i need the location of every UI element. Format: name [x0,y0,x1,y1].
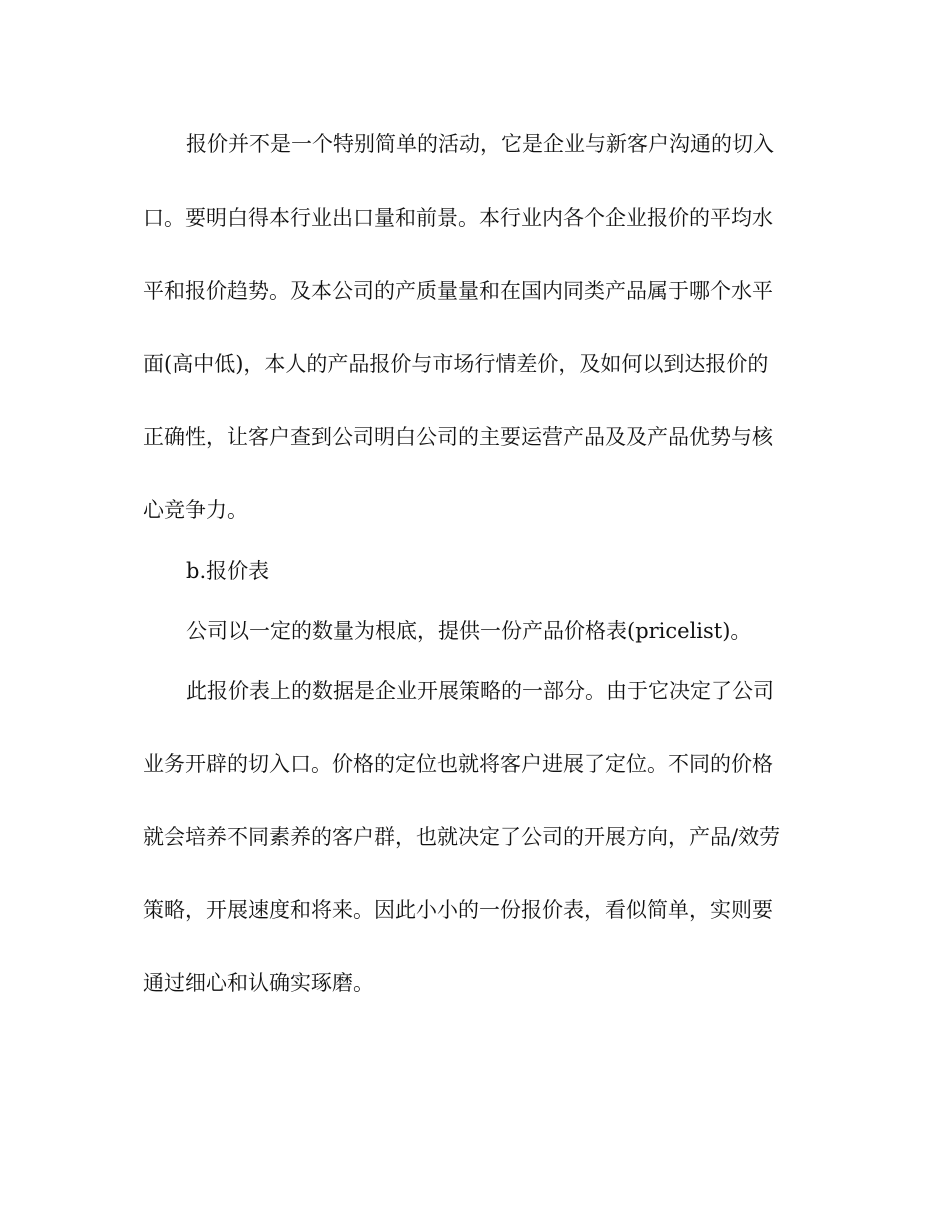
paragraph-1-line-3: 平和报价趋势。及本公司的产质量量和在国内同类产品属于哪个水平 [143,279,773,303]
paragraph-1-line-6: 心竞争力。 [143,498,248,522]
paragraph-1-line-4: 面(高中低)，本人的产品报价与市场行情差价，及如何以到达报价的 [143,352,769,376]
paragraph-3-line-4: 策略，开展速度和将来。因此小小的一份报价表，看似简单，实则要 [143,898,773,922]
paragraph-3-line-3: 就会培养不同素养的客户群，也就决定了公司的开展方向，产品/效劳 [143,825,781,849]
paragraph-1-line-1: 报价并不是一个特别简单的活动，它是企业与新客户沟通的切入 [186,132,774,156]
paragraph-1-line-2: 口。要明白得本行业出口量和前景。本行业内各个企业报价的平均水 [143,206,773,230]
paragraph-3-line-1: 此报价表上的数据是企业开展策略的一部分。由于它决定了公司 [186,679,774,703]
paragraph-2: 公司以一定的数量为根底，提供一份产品价格表(pricelist)。 [186,619,752,643]
section-heading: b.报价表 [186,559,270,583]
paragraph-3-line-2: 业务开辟的切入口。价格的定位也就将客户进展了定位。不同的价格 [143,752,773,776]
paragraph-1-line-5: 正确性，让客户查到公司明白公司的主要运营产品及及产品优势与核 [143,425,773,449]
paragraph-3-line-5: 通过细心和认确实琢磨。 [143,971,374,995]
